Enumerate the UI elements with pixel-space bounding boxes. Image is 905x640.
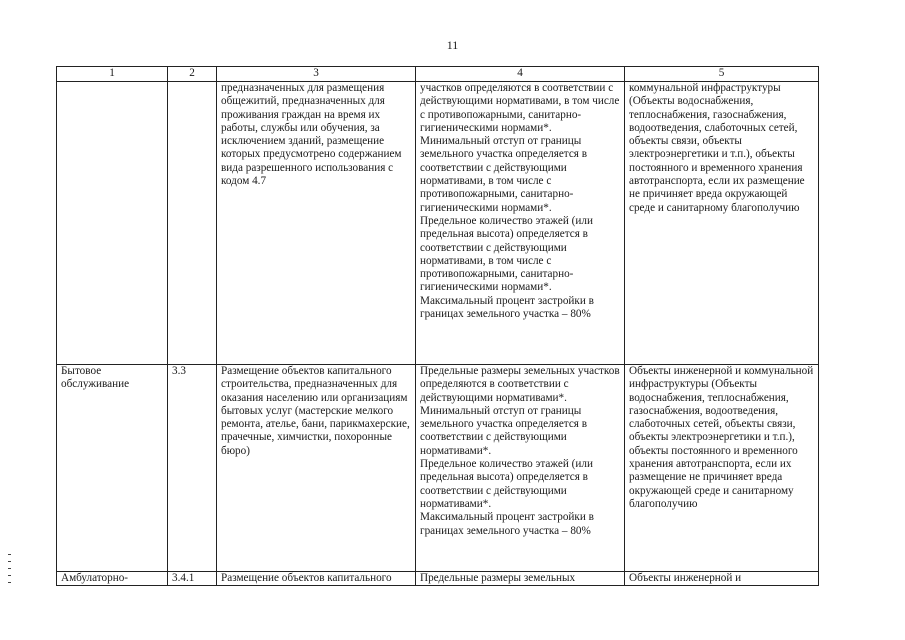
use-code-cell xyxy=(168,82,217,365)
parameter-text: участков определяются в соответствии с действующими нормативами, в том числе с противопожарными, санитарно-гигиеническими нормами*. xyxy=(420,82,620,134)
parameter-text: Максимальный процент застройки в границах земельного участка – 80% xyxy=(420,294,594,321)
parameter-text: Максимальный процент застройки в границах земельного участка – 80% xyxy=(420,511,594,537)
header-cell: 2 xyxy=(168,67,217,82)
parameters-cell: Предельные размеры земельных xyxy=(416,572,625,586)
page-number: 11 xyxy=(446,38,459,52)
header-cell: 4 xyxy=(416,67,625,82)
parameter-text: Минимальный отступ от границы земельного участка определяется в соответствии с действующими нормативами, в том числе с противопожарными, санитарно-гигиеническими нормами*. xyxy=(420,135,588,214)
use-name-cell: Бытовое обслуживание xyxy=(57,365,168,572)
parameters-cell xyxy=(416,365,625,572)
use-name-cell: Амбулаторно- xyxy=(57,572,168,586)
parameters-cell xyxy=(416,82,625,365)
header-cell: 3 xyxy=(217,67,416,82)
use-description-cell: предназначенных для размещения общежитий, предназначенных для проживания граждан на время их работы, службы или обучения, за исключением зданий, размещение которых предусмотрено содержанием вида разрешенного использования с кодом 4.7 xyxy=(217,82,416,365)
auxiliary-uses-cell: Объекты инженерной и xyxy=(625,572,819,586)
use-description-cell: Размещение объектов капитального строительства, предназначенных для оказания населению или организациям бытовых услуг (мастерские мелкого ремонта, ателье, бани, парикмахерские, прачечные, химчистки, похоронные бюро) xyxy=(217,365,416,572)
parameter-text: Минимальный отступ от границы земельного участка определяется в соответствии с действующими нормативами*. xyxy=(420,404,588,457)
margin-scan-marks xyxy=(8,554,11,594)
table-row xyxy=(57,572,819,586)
auxiliary-uses-cell: Объекты инженерной и коммунальной инфраструктуры (Объекты водоснабжения, теплоснабжения, газоснабжения, водоотведения, слаботочных сетей, объекты связи, объекты электроэнергетики и т.п.), объекты постоянного и временного хранения автотранспорта, если их размещение не причиняет вреда окружающей среде и санитарному благополучию xyxy=(625,365,819,572)
table-row xyxy=(57,365,819,572)
parameter-text: Предельные размеры земельных участков определяются в соответствии с действующими нормативами*. xyxy=(420,365,620,404)
auxiliary-uses-cell: коммунальной инфраструктуры (Объекты водоснабжения, теплоснабжения, газоснабжения, водоотведения, слаботочных сетей, объекты связи, объекты электроэнергетики и т.п.), объекты постоянного и временного хранения автотранспорта, если их размещение не причиняет вреда окружающей среде и санитарному благополучию xyxy=(625,82,819,365)
table-row xyxy=(57,82,819,365)
use-code-cell: 3.3 xyxy=(168,365,217,572)
use-name-cell xyxy=(57,82,168,365)
parameter-text: Предельное количество этажей (или предельная высота) определяется в соответствии с действующими нормативами*. xyxy=(420,458,593,510)
table-header-row xyxy=(57,67,819,82)
header-cell: 5 xyxy=(625,67,819,82)
land-use-table xyxy=(56,66,819,586)
use-code-cell: 3.4.1 xyxy=(168,572,217,586)
use-description-cell: Размещение объектов капитального xyxy=(217,572,416,586)
parameter-text: Предельное количество этажей (или предельная высота) определяется в соответствии с действующими нормативами, в том числе с противопожарными, санитарно-гигиеническими нормами*. xyxy=(420,214,593,294)
header-cell: 1 xyxy=(57,67,168,82)
